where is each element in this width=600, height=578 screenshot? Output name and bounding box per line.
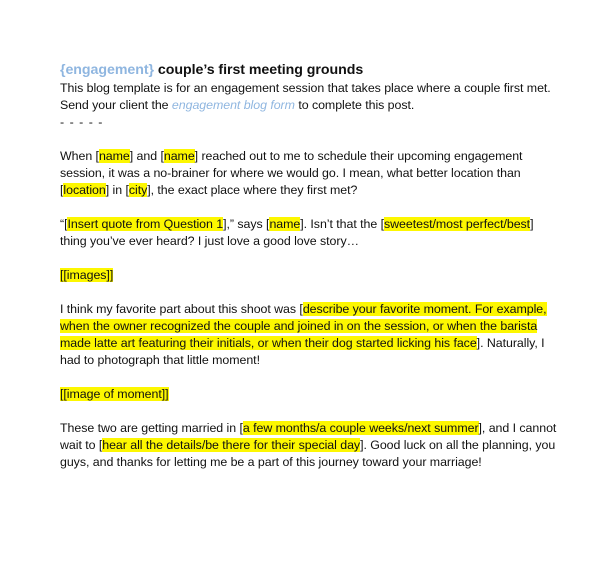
text: These two are getting married in [ [60,421,243,435]
engagement-blog-form-link[interactable]: engagement blog form [171,98,295,112]
paragraph-favorite-moment [60,301,560,369]
paragraph-closing [60,420,560,471]
text: ] reached out to me to schedule their upcoming engagement session, it was a no-brainer for where we would go. I mean, what better location than [ [60,149,523,197]
placeholder-city: city [128,183,148,197]
placeholder-images: [[images]] [60,268,114,282]
text: When [ [60,149,99,163]
placeholder-name-1: name [98,149,130,163]
separator: - - - - - [60,115,104,129]
images-placeholder-line [60,267,560,284]
intro-paragraph [60,80,560,114]
text: ] and [ [129,149,164,163]
placeholder-quote: Insert quote from Question 1 [67,217,224,231]
page-title [60,60,560,80]
moment-placeholder-line [60,386,560,403]
placeholder-location: location [63,183,106,197]
title-text: couple’s first meeting grounds [154,62,364,78]
text: ]. Good luck on all the planning, you guys, and thanks for letting me be a part of this journey toward your marriage! [60,438,556,469]
placeholder-timeframe: a few months/a couple weeks/next summer [242,421,479,435]
text: ]. Isn’t that the [ [300,217,384,231]
text: ], and I cannot wait to [ [60,421,557,452]
text: ], the exact place where they first met? [147,183,358,197]
text: ] in [ [105,183,129,197]
intro-text-1: This blog template is for an engagement session that takes place where a couple first met. Send your client the [60,81,551,112]
placeholder-image-of-moment: [[image of moment]] [60,387,169,401]
placeholder-superlative: sweetest/most perfect/best [384,217,531,231]
text: “[ [60,217,68,231]
text: ] thing you’ve ever heard? I just love a good love story… [60,217,534,248]
placeholder-wish: hear all the details/be there for their special day [102,438,361,452]
text: ],” says [ [223,217,270,231]
title-tag: {engagement} [60,62,155,78]
text: I think my favorite part about this shoot was [ [60,302,303,316]
text: ]. Naturally, I had to photograph that little moment! [60,336,545,367]
placeholder-favorite-moment: describe your favorite moment. For example, when the owner recognized the couple and joined in on the session, or when the barista made latte art featuring their initials, or when their dog started licking his face [60,302,547,350]
document-body [60,60,560,471]
paragraph-quote [60,216,560,250]
placeholder-name-3: name [269,217,301,231]
paragraph-meeting [60,148,560,199]
intro-text-2: to complete this post. [294,98,415,112]
placeholder-name-2: name [163,149,195,163]
